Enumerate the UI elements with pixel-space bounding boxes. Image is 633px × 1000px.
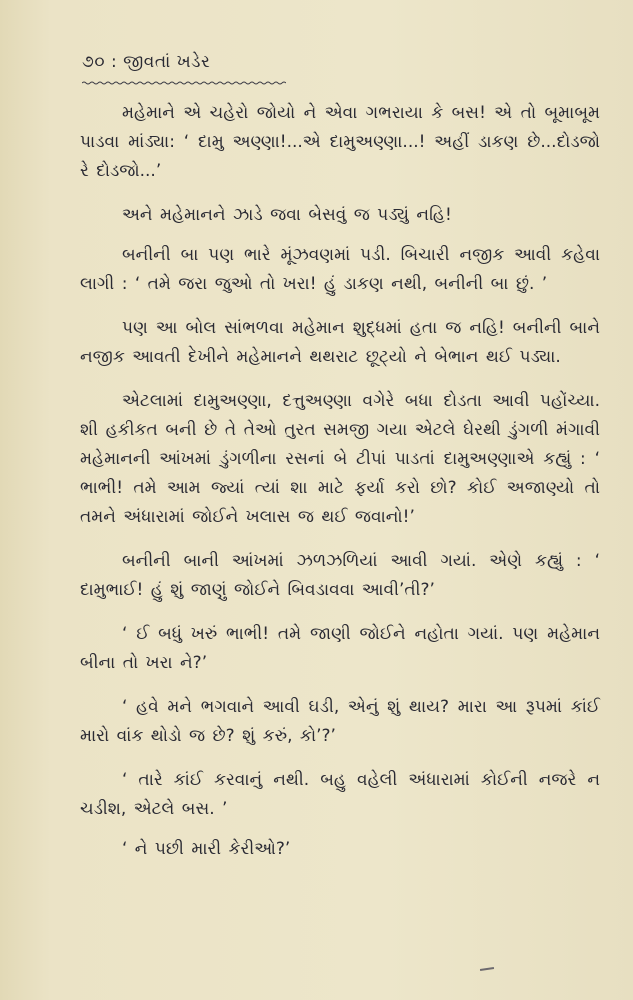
book-title: જીવતાં ખડેર — [123, 52, 211, 72]
paragraph: બનીની બાની આંખમાં ઝળઝળિયાં આવી ગયાં. એણે કહ્યું : ‘ દામુભાઈ! હું શું જાણું જોઈને બિવડાવવા આવી’તી?’ — [80, 551, 600, 600]
header-wavy-rule — [82, 81, 286, 85]
paragraph: બનીની બા પણ ભારે મૂંઝવણમાં પડી. બિચારી નજીક આવી કહેવા લાગી : ‘ તમે જરા જુઓ તો ખરા! હું ડાકણ નથી, બનીની બા છું. ’ — [80, 245, 600, 294]
paragraph: ‘ ને પછી મારી કેરીઓ?’ — [122, 839, 291, 859]
header-separator: : — [110, 52, 118, 72]
paragraph: પણ આ બોલ સાંભળવા મહેમાન શુદ્ધમાં હતા જ નહિ! બનીની બાને નજીક આવતી દેખીને મહેમાનને થથરાટ છૂટ્યો ને બેભાન થઈ પડ્યા. — [80, 318, 600, 367]
paragraph: ‘ હવે મને ભગવાને આવી ઘડી, એનું શું થાય? મારા આ રૂપમાં કાંઈ મારો વાંક થોડો જ છે? શું કરું, કો’?’ — [80, 697, 600, 746]
paragraph: ‘ તારે કાંઈ કરવાનું નથી. બહુ વહેલી અંધારામાં કોઈની નજરે ન ચડીશ, એટલે બસ. ’ — [80, 770, 600, 819]
page-number: ૭૦ — [82, 52, 106, 72]
body-text — [80, 99, 600, 879]
running-header — [82, 52, 210, 72]
paragraph: ‘ ઈ બધું ખરું ભાભી! તમે જાણી જોઈને નહોતા ગયાં. પણ મહેમાન બીના તો ખરા ને?’ — [80, 624, 600, 673]
paragraph: અને મહેમાનને ઝાડે જવા બેસવું જ પડ્યું નહિ! — [122, 205, 452, 225]
paragraph: મહેમાને એ ચહેરો જોયો ને એવા ગભરાયા કે બસ! એ તો બૂમાબૂમ પાડવા માંડ્યા: ‘ દામુ અણ્ણા!...એ દામુઅણ્ણા...! અહીં ડાકણ છે...દોડજો રે દોડજો...’ — [80, 103, 600, 181]
page-smudge-mark — [480, 967, 494, 971]
paragraph: એટલામાં દામુઅણ્ણા, દત્તુઅણ્ણા વગેરે બધા દોડતા આવી પહોંચ્યા. શી હકીકત બની છે તે તેઓ તુરત સમજી ગયા એટલે ઘેરથી ડુંગળી મંગાવી મહેમાનની આંખમાં ડુંગળીના રસનાં બે ટીપાં પાડતાં દામુઅણ્ણાએ કહ્યું : ‘ ભાભી! તમે આમ જ્યાં ત્યાં શા માટે ફર્યા કરો છો? કોઈ અજાણ્યો તો તમને અંધારામાં જોઈને ખલાસ જ થઈ જવાનો!’ — [80, 391, 600, 527]
